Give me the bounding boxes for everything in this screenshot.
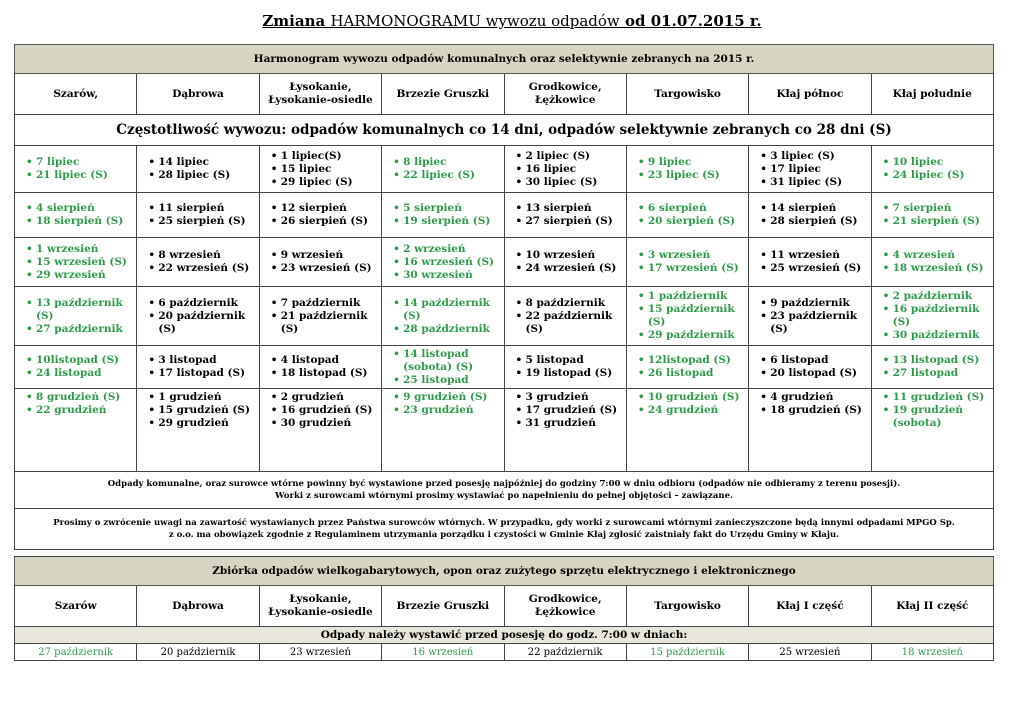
- date-list: [508, 354, 623, 380]
- bulk-header-bar: Zbiórka odpadów wielkogabarytowych, opon oraz zużytego sprzętu elektrycznego i elektronicznego: [15, 557, 994, 586]
- date-list: [752, 354, 867, 380]
- bulk-column-header: Dąbrowa: [137, 586, 259, 627]
- schedule-cell: [626, 287, 748, 346]
- pickup-date: • 16 wrzesień (S): [393, 256, 500, 269]
- date-list: [263, 391, 378, 430]
- pickup-date: • 13 październik (S): [26, 297, 133, 323]
- pickup-date: • 20 listopad (S): [760, 367, 867, 380]
- schedule-cell: [137, 146, 259, 193]
- pickup-date: • 21 lipiec (S): [26, 169, 133, 182]
- pickup-date: • 27 listopad: [883, 367, 990, 380]
- schedule-cell: [137, 238, 259, 287]
- pickup-date: • 1 wrzesień: [26, 243, 133, 256]
- date-list: [385, 297, 500, 336]
- bulk-date: 18 wrzesień: [871, 644, 993, 661]
- pickup-date: • 11 grudzień (S): [883, 391, 990, 404]
- schedule-cell: [749, 346, 871, 389]
- schedule-cell: [504, 346, 626, 389]
- pickup-date: • 4 grudzień: [760, 391, 867, 404]
- column-header: Grodkowice, Łężkowice: [504, 74, 626, 115]
- pickup-date: • 16 lipiec: [516, 163, 623, 176]
- date-list: [18, 297, 133, 336]
- pickup-date: • 18 listopad (S): [271, 367, 378, 380]
- schedule-cell: [15, 346, 137, 389]
- date-list: [508, 202, 623, 228]
- schedule-cell: [15, 146, 137, 193]
- bulk-date: 15 październik: [626, 644, 748, 661]
- pickup-date: • 18 wrzesień (S): [883, 262, 990, 275]
- schedule-cell: [15, 193, 137, 238]
- date-list: [630, 249, 745, 275]
- schedule-row: [15, 193, 994, 238]
- pickup-date: • 20 sierpień (S): [638, 215, 745, 228]
- pickup-date: • 17 lipiec: [760, 163, 867, 176]
- note-disposal-line1: Odpady komunalne, oraz surowce wtórne powinny być wystawione przed posesję najpóźniej do godziny 7:00 w dniu odbioru (odpadów nie odbieramy z terenu posesji).: [107, 479, 901, 489]
- schedule-cell: [871, 193, 993, 238]
- schedule-cell: [749, 146, 871, 193]
- pickup-date: • 17 grudzień (S): [516, 404, 623, 417]
- pickup-date: • 29 lipiec (S): [271, 176, 378, 189]
- pickup-date: • 4 wrzesień: [883, 249, 990, 262]
- bulk-column-header: Łysokanie, Łysokanie-osiedle: [259, 586, 381, 627]
- pickup-date: • 3 grudzień: [516, 391, 623, 404]
- pickup-date: • 23 lipiec (S): [638, 169, 745, 182]
- pickup-date: • 27 sierpień (S): [516, 215, 623, 228]
- date-list: [140, 202, 255, 228]
- note-disposal-line2: Worki z surowcami wtórnymi prosimy wystawiać po napełnieniu do pełnej objętości – zawiązane.: [275, 491, 733, 501]
- pickup-date: • 2 październik: [883, 290, 990, 303]
- pickup-date: • 30 lipiec (S): [516, 176, 623, 189]
- pickup-date: • 29 październik: [638, 329, 745, 342]
- pickup-date: • 7 sierpień: [883, 202, 990, 215]
- pickup-date: • 15 lipiec: [271, 163, 378, 176]
- date-list: [140, 249, 255, 275]
- date-list: [875, 156, 990, 182]
- schedule-cell: [259, 346, 381, 389]
- pickup-date: • 15 wrzesień (S): [26, 256, 133, 269]
- schedule-table: [14, 44, 994, 661]
- date-list: [140, 354, 255, 380]
- pickup-date: • 19 listopad (S): [516, 367, 623, 380]
- schedule-cell: [504, 238, 626, 287]
- schedule-cell: [626, 238, 748, 287]
- pickup-date: • 23 grudzień: [393, 404, 500, 417]
- pickup-date: • 8 wrzesień: [148, 249, 255, 262]
- pickup-date: • 14 lipiec: [148, 156, 255, 169]
- schedule-cell: [871, 346, 993, 389]
- schedule-cell: [259, 287, 381, 346]
- bulk-date: 27 październik: [15, 644, 137, 661]
- column-header: Kłaj północ: [749, 74, 871, 115]
- pickup-date: • 10 grudzień (S): [638, 391, 745, 404]
- pickup-date: • 7 październik: [271, 297, 378, 310]
- pickup-date: • 22 lipiec (S): [393, 169, 500, 182]
- schedule-cell: [137, 389, 259, 472]
- pickup-date: • 2 lipiec (S): [516, 150, 623, 163]
- date-list: [630, 391, 745, 417]
- schedule-cell: [15, 287, 137, 346]
- schedule-cell: [749, 238, 871, 287]
- pickup-date: • 30 październik: [883, 329, 990, 342]
- bulk-dates-row: [15, 644, 994, 661]
- pickup-date: • 1 lipiec(S): [271, 150, 378, 163]
- date-list: [875, 202, 990, 228]
- pickup-date: • 4 sierpień: [26, 202, 133, 215]
- column-header: Brzezie Gruszki: [382, 74, 504, 115]
- date-list: [385, 348, 500, 387]
- pickup-date: • 14 listopad (sobota) (S): [393, 348, 500, 374]
- column-header: Łysokanie, Łysokanie-osiedle: [259, 74, 381, 115]
- date-list: [630, 156, 745, 182]
- pickup-date: • 25 wrzesień (S): [760, 262, 867, 275]
- pickup-date: • 2 wrzesień: [393, 243, 500, 256]
- title-part-normal: HARMONOGRAMU wywozu odpadów: [330, 12, 620, 30]
- pickup-date: • 13 listopad (S): [883, 354, 990, 367]
- schedule-cell: [382, 193, 504, 238]
- pickup-date: • 22 wrzesień (S): [148, 262, 255, 275]
- pickup-date: • 30 wrzesień: [393, 269, 500, 282]
- schedule-cell: [259, 193, 381, 238]
- pickup-date: • 1 październik: [638, 290, 745, 303]
- date-list: [630, 202, 745, 228]
- note-contamination: [15, 509, 994, 550]
- pickup-date: • 25 listopad: [393, 374, 500, 387]
- pickup-date: • 19 grudzień (sobota): [883, 404, 990, 430]
- pickup-date: • 28 sierpień (S): [760, 215, 867, 228]
- pickup-date: • 12 sierpień: [271, 202, 378, 215]
- pickup-date: • 23 październik (S): [760, 310, 867, 336]
- schedule-cell: [382, 146, 504, 193]
- pickup-date: • 1 grudzień: [148, 391, 255, 404]
- pickup-date: • 19 sierpień (S): [393, 215, 500, 228]
- bulk-subheader: Odpady należy wystawić przed posesję do godz. 7:00 w dniach:: [15, 627, 994, 644]
- pickup-date: • 26 sierpień (S): [271, 215, 378, 228]
- schedule-cell: [749, 389, 871, 472]
- page-title: [0, 12, 1024, 30]
- date-list: [508, 249, 623, 275]
- schedule-cell: [137, 193, 259, 238]
- schedule-row: [15, 238, 994, 287]
- date-list: [18, 202, 133, 228]
- pickup-date: • 24 wrzesień (S): [516, 262, 623, 275]
- pickup-date: • 3 listopad: [148, 354, 255, 367]
- schedule-cell: [15, 238, 137, 287]
- date-list: [18, 243, 133, 282]
- pickup-date: • 27 październik: [26, 323, 133, 336]
- schedule-cell: [871, 146, 993, 193]
- schedule-cell: [382, 238, 504, 287]
- header-bar: Harmonogram wywozu odpadów komunalnych oraz selektywnie zebranych na 2015 r.: [15, 45, 994, 74]
- date-list: [263, 249, 378, 275]
- pickup-date: • 30 grudzień: [271, 417, 378, 430]
- pickup-date: • 14 sierpień: [760, 202, 867, 215]
- pickup-date: • 17 listopad (S): [148, 367, 255, 380]
- column-header-row: [15, 74, 994, 115]
- bulk-date: 20 październik: [137, 644, 259, 661]
- column-header: Targowisko: [626, 74, 748, 115]
- schedule-cell: [626, 193, 748, 238]
- pickup-date: • 5 sierpień: [393, 202, 500, 215]
- pickup-date: • 15 grudzień (S): [148, 404, 255, 417]
- note-contamination-line1: Prosimy o zwrócenie uwagi na zawartość wystawianych przez Państwa surowców wtórnych. W przypadku, gdy worki z surowcami wtórnymi zanieczyszczone będą innymi odpadami MPGO Sp.: [53, 518, 955, 528]
- pickup-date: • 28 październik: [393, 323, 500, 336]
- date-list: [752, 297, 867, 336]
- pickup-date: • 22 grudzień: [26, 404, 133, 417]
- date-list: [385, 391, 500, 417]
- pickup-date: • 20 październik (S): [148, 310, 255, 336]
- bulk-date: 16 wrzesień: [382, 644, 504, 661]
- pickup-date: • 18 grudzień (S): [760, 404, 867, 417]
- date-list: [875, 249, 990, 275]
- pickup-date: • 6 listopad: [760, 354, 867, 367]
- schedule-cell: [504, 193, 626, 238]
- date-list: [875, 391, 990, 430]
- schedule-cell: [382, 346, 504, 389]
- bulk-column-header: Targowisko: [626, 586, 748, 627]
- schedule-row: [15, 287, 994, 346]
- title-part-a: Zmiana: [262, 12, 326, 30]
- pickup-date: • 13 sierpień: [516, 202, 623, 215]
- date-list: [385, 243, 500, 282]
- pickup-date: • 28 lipiec (S): [148, 169, 255, 182]
- schedule-row: [15, 346, 994, 389]
- date-list: [508, 391, 623, 430]
- schedule-cell: [749, 193, 871, 238]
- schedule-cell: [259, 389, 381, 472]
- bulk-column-header-row: [15, 586, 994, 627]
- pickup-date: • 31 grudzień: [516, 417, 623, 430]
- pickup-date: • 29 grudzień: [148, 417, 255, 430]
- date-list: [18, 156, 133, 182]
- schedule-cell: [626, 346, 748, 389]
- pickup-date: • 3 lipiec (S): [760, 150, 867, 163]
- pickup-date: • 8 lipiec: [393, 156, 500, 169]
- pickup-date: • 17 wrzesień (S): [638, 262, 745, 275]
- pickup-date: • 24 lipiec (S): [883, 169, 990, 182]
- bulk-column-header: Grodkowice, Łężkowice: [504, 586, 626, 627]
- date-list: [18, 354, 133, 380]
- date-list: [752, 249, 867, 275]
- date-list: [752, 202, 867, 228]
- pickup-date: • 11 wrzesień: [760, 249, 867, 262]
- schedule-cell: [626, 146, 748, 193]
- title-part-b: od 01.07.2015 r.: [625, 12, 762, 30]
- pickup-date: • 10 wrzesień: [516, 249, 623, 262]
- schedule-cell: [871, 389, 993, 472]
- schedule-cell: [871, 238, 993, 287]
- pickup-date: • 10 lipiec: [883, 156, 990, 169]
- date-list: [630, 354, 745, 380]
- pickup-date: • 12listopad (S): [638, 354, 745, 367]
- frequency-row: Częstotliwość wywozu: odpadów komunalnych co 14 dni, odpadów selektywnie zebranych co 28 dni (S): [15, 115, 994, 146]
- pickup-date: • 7 lipiec: [26, 156, 133, 169]
- date-list: [18, 391, 133, 417]
- schedule-cell: [504, 389, 626, 472]
- pickup-date: • 8 grudzień (S): [26, 391, 133, 404]
- schedule-cell: [15, 389, 137, 472]
- schedule-row: [15, 146, 994, 193]
- pickup-date: • 31 lipiec (S): [760, 176, 867, 189]
- pickup-date: • 5 listopad: [516, 354, 623, 367]
- pickup-date: • 16 październik (S): [883, 303, 990, 329]
- date-list: [263, 202, 378, 228]
- date-list: [630, 290, 745, 342]
- schedule-cell: [871, 287, 993, 346]
- pickup-date: • 14 październik (S): [393, 297, 500, 323]
- pickup-date: • 29 wrzesień: [26, 269, 133, 282]
- spacer: [15, 550, 994, 557]
- pickup-date: • 21 październik (S): [271, 310, 378, 336]
- bulk-column-header: Brzezie Gruszki: [382, 586, 504, 627]
- bulk-column-header: Szarów: [15, 586, 137, 627]
- schedule-cell: [259, 238, 381, 287]
- schedule-cell: [137, 346, 259, 389]
- date-list: [140, 297, 255, 336]
- note-contamination-line2: z o.o. ma obowiązek zgodnie z Regulaminem utrzymania porządku i czystości w Gminie Kłaj zgłosić zaistniały fakt do Urzędu Gminy w Kłaju.: [168, 530, 840, 540]
- pickup-date: • 9 grudzień (S): [393, 391, 500, 404]
- schedule-table-container: [14, 44, 994, 661]
- column-header: Kłaj południe: [871, 74, 993, 115]
- date-list: [752, 150, 867, 189]
- schedule-cell: [749, 287, 871, 346]
- pickup-date: • 23 wrzesień (S): [271, 262, 378, 275]
- pickup-date: • 10listopad (S): [26, 354, 133, 367]
- schedule-cell: [382, 389, 504, 472]
- pickup-date: • 26 listopad: [638, 367, 745, 380]
- column-header: Szarów,: [15, 74, 137, 115]
- column-header: Dąbrowa: [137, 74, 259, 115]
- pickup-date: • 6 sierpień: [638, 202, 745, 215]
- schedule-body: [15, 146, 994, 472]
- date-list: [385, 156, 500, 182]
- date-list: [140, 391, 255, 430]
- note-disposal: [15, 472, 994, 509]
- pickup-date: • 9 wrzesień: [271, 249, 378, 262]
- pickup-date: • 11 sierpień: [148, 202, 255, 215]
- date-list: [263, 150, 378, 189]
- date-list: [875, 290, 990, 342]
- pickup-date: • 22 październik (S): [516, 310, 623, 336]
- bulk-date: 25 wrzesień: [749, 644, 871, 661]
- pickup-date: • 9 październik: [760, 297, 867, 310]
- schedule-cell: [382, 287, 504, 346]
- date-list: [140, 156, 255, 182]
- pickup-date: • 2 grudzień: [271, 391, 378, 404]
- pickup-date: • 21 sierpień (S): [883, 215, 990, 228]
- pickup-date: • 18 sierpień (S): [26, 215, 133, 228]
- bulk-date: 22 październik: [504, 644, 626, 661]
- pickup-date: • 4 listopad: [271, 354, 378, 367]
- pickup-date: • 16 grudzień (S): [271, 404, 378, 417]
- schedule-cell: [504, 287, 626, 346]
- date-list: [508, 150, 623, 189]
- pickup-date: • 24 grudzień: [638, 404, 745, 417]
- bulk-column-header: Kłaj I część: [749, 586, 871, 627]
- date-list: [385, 202, 500, 228]
- date-list: [263, 354, 378, 380]
- date-list: [508, 297, 623, 336]
- bulk-date: 23 wrzesień: [259, 644, 381, 661]
- schedule-row: [15, 389, 994, 472]
- schedule-cell: [504, 146, 626, 193]
- pickup-date: • 3 wrzesień: [638, 249, 745, 262]
- date-list: [263, 297, 378, 336]
- pickup-date: • 8 październik: [516, 297, 623, 310]
- pickup-date: • 9 lipiec: [638, 156, 745, 169]
- schedule-cell: [626, 389, 748, 472]
- date-list: [875, 354, 990, 380]
- schedule-cell: [259, 146, 381, 193]
- bulk-column-header: Kłaj II część: [871, 586, 993, 627]
- schedule-cell: [137, 287, 259, 346]
- pickup-date: • 25 sierpień (S): [148, 215, 255, 228]
- pickup-date: • 15 październik (S): [638, 303, 745, 329]
- pickup-date: • 6 październik: [148, 297, 255, 310]
- pickup-date: • 24 listopad: [26, 367, 133, 380]
- date-list: [752, 391, 867, 417]
